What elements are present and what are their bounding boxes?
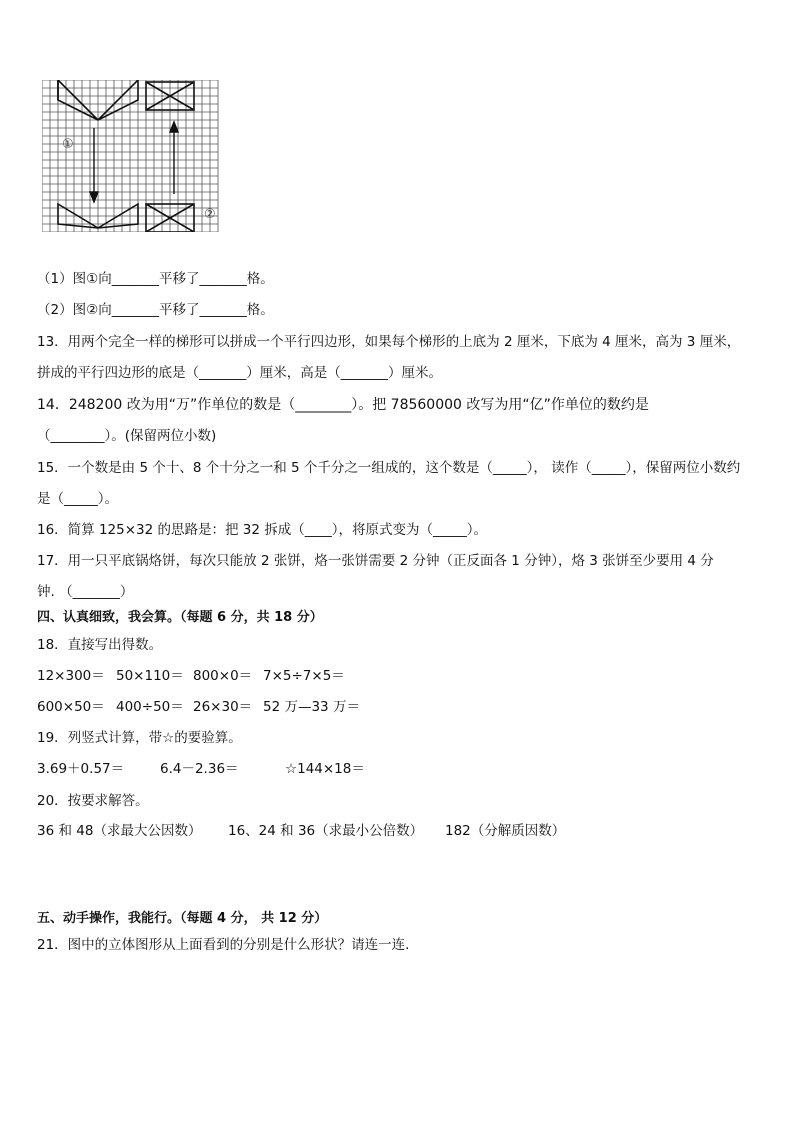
q18-r2-c4: 52 万—33 万＝ [263,699,360,715]
q20-title: 20．按要求解答。 [37,793,149,809]
q20-item3: 182（分解质因数） [445,823,566,839]
q20-item1: 36 和 48（求最大公因数） [37,823,202,839]
q18-r1-c2: 50×110＝ [116,668,184,684]
q15-line1: 15．一个数是由 5 个十、8 个十分之一和 5 个千分之一组成的，这个数是（_____）， 读作（_____），保留两位小数约 [37,460,741,476]
q18-r1-c4: 7×5÷7×5＝ [263,668,345,684]
arrow-up [170,122,178,194]
q18-r2-c2: 400÷50＝ [116,699,184,715]
translation-grid-figure [42,80,222,232]
q16-line1: 16．简算 125×32 的思路是：把 32 拆成（____），将原式变为（_____）。 [37,522,488,538]
q14-line2: （________）。(保留两位小数) [37,428,217,444]
q19-item1: 3.69＋0.57＝ [37,761,125,777]
q18-r2-c3: 26×30＝ [193,699,253,715]
q19-item2: 6.4－2.36＝ [160,761,239,777]
q18-r1-c1: 12×300＝ [37,668,105,684]
q20-item2: 16、24 和 36（求最小公倍数） [228,823,424,839]
label-circle-1: ① [62,137,74,152]
q17-line1: 17．用一只平底锅烙饼，每次只能放 2 张饼，烙一张饼需要 2 分钟（正反面各 1 分钟），烙 3 张饼至少要用 4 分 [37,553,714,569]
q18-r2-c1: 600×50＝ [37,699,105,715]
label-circle-2: ② [204,207,216,222]
q19-item3: ☆144×18＝ [285,761,365,777]
section5-title: 五、动手操作，我能行。（每题 4 分， 共 12 分） [37,911,328,926]
q13-line1: 13．用两个完全一样的梯形可以拼成一个平行四边形，如果每个梯形的上底为 2 厘米，下底为 4 厘米，高为 3 厘米， [37,334,741,350]
arrow-down [90,128,98,202]
section4-title: 四、认真细致，我会算。（每题 6 分，共 18 分） [37,610,323,625]
q19-title: 19．列竖式计算，带☆的要验算。 [37,730,242,746]
q12-part1: （1）图①向_______平移了_______格。 [37,271,274,287]
q18-r1-c3: 800×0＝ [193,668,253,684]
q12-part2: （2）图②向_______平移了_______格。 [37,302,274,318]
q15-line2: 是（_____）。 [37,491,118,507]
q14-line1: 14．248200 改为用“万”作单位的数是（________）。把 78560000 改写为用“亿”作单位的数约是 [37,397,649,413]
q18-title: 18．直接写出得数。 [37,637,163,653]
q13-line2: 拼成的平行四边形的底是（_______）厘米，高是（_______）厘米。 [37,365,442,381]
q17-line2: 钟. （_______） [37,584,134,600]
q21-title: 21．图中的立体图形从上面看到的分别是什么形状？请连一连. [37,937,410,953]
